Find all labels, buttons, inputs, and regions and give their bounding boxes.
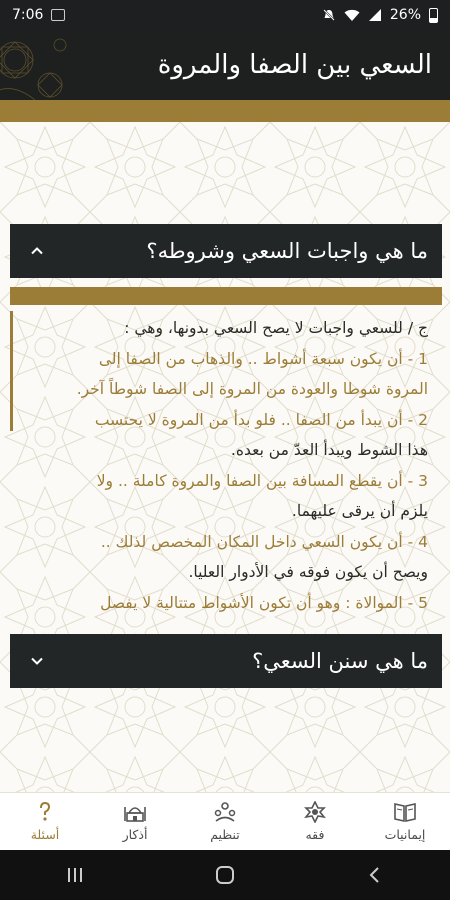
nav-item-asila[interactable] <box>0 793 90 850</box>
answer-gold-strip <box>10 287 442 305</box>
back-button[interactable] <box>355 855 395 895</box>
status-left <box>12 7 65 23</box>
question-icon <box>33 801 57 823</box>
answer-line: هذا الشوط ويبدأ العدّ من بعده. <box>230 441 428 459</box>
nav-item-fiqh[interactable] <box>270 793 360 850</box>
nav-label: أذكار <box>122 827 148 842</box>
wifi-icon <box>344 9 360 22</box>
answer-line: المروة شوطا والعودة من المروة إلى الصفا شوطاً آخر. <box>76 380 428 398</box>
nav-label: إيمانيات <box>384 827 426 842</box>
battery-icon <box>429 8 438 23</box>
nav-label: أسئلة <box>30 827 60 842</box>
nav-item-adhkar[interactable] <box>90 793 180 850</box>
ornament-icon <box>303 801 327 823</box>
notification-icon <box>51 9 65 21</box>
back-icon <box>366 865 384 885</box>
nav-label: تنظيم <box>210 827 240 842</box>
answer-line: 1 - أن يكون سبعة أشواط .. والذهاب من الصفا إلى <box>98 349 428 368</box>
header-gold-bar <box>0 100 450 122</box>
status-right <box>322 7 438 23</box>
app-bar <box>0 30 450 100</box>
answer-line: ج / للسعي واجبات لا يصح السعي بدونها، وهي : <box>124 319 428 337</box>
answer-panel[interactable] <box>10 305 442 633</box>
chevron-down-icon <box>30 654 44 668</box>
home-icon <box>214 864 236 886</box>
nav-item-tanzim[interactable] <box>180 793 270 850</box>
ornament-decoration-icon <box>0 30 85 100</box>
mute-icon <box>322 8 336 22</box>
status-time: 7:06 <box>12 7 44 23</box>
nav-label: فقه <box>305 827 325 842</box>
system-navigation <box>0 850 450 900</box>
mosque-icon <box>123 801 147 823</box>
bottom-navigation <box>0 792 450 850</box>
answer-line: 3 - أن يقطع المسافة بين الصفا والمروة كاملة .. ولا <box>96 471 428 490</box>
signal-icon <box>368 8 382 22</box>
answer-line: 4 - أن يكون السعي داخل المكان المخصص لذلك .. <box>100 532 428 551</box>
answer-text <box>10 305 442 618</box>
answer-line: ويصح أن يكون فوقه في الأدوار العليا. <box>188 563 428 581</box>
answer-line: 5 - الموالاة : وهو أن تكون الأشواط متتالية لا يفصل <box>100 593 428 612</box>
page-title: السعي بين الصفا والمروة <box>157 50 432 80</box>
accordion-header-sunnahs[interactable] <box>10 634 442 688</box>
scroll-indicator[interactable] <box>10 311 13 431</box>
status-bar <box>0 0 450 30</box>
recents-button[interactable] <box>55 855 95 895</box>
group-icon <box>213 801 237 823</box>
answer-line: 2 - أن يبدأ من الصفا .. فلو بدأ من المروة لا يحتسب <box>94 410 428 429</box>
nav-item-imaniyat[interactable] <box>360 793 450 850</box>
home-button[interactable] <box>205 855 245 895</box>
book-icon <box>393 801 417 823</box>
battery-percent: 26% <box>389 7 421 23</box>
accordion-title: ما هي واجبات السعي وشروطه؟ <box>146 239 428 263</box>
chevron-up-icon <box>30 244 44 258</box>
recents-icon <box>65 866 85 884</box>
accordion-title: ما هي سنن السعي؟ <box>252 649 428 673</box>
accordion-header-obligations[interactable] <box>10 224 442 278</box>
answer-line: يلزم أن يرقى عليهما. <box>291 502 428 520</box>
